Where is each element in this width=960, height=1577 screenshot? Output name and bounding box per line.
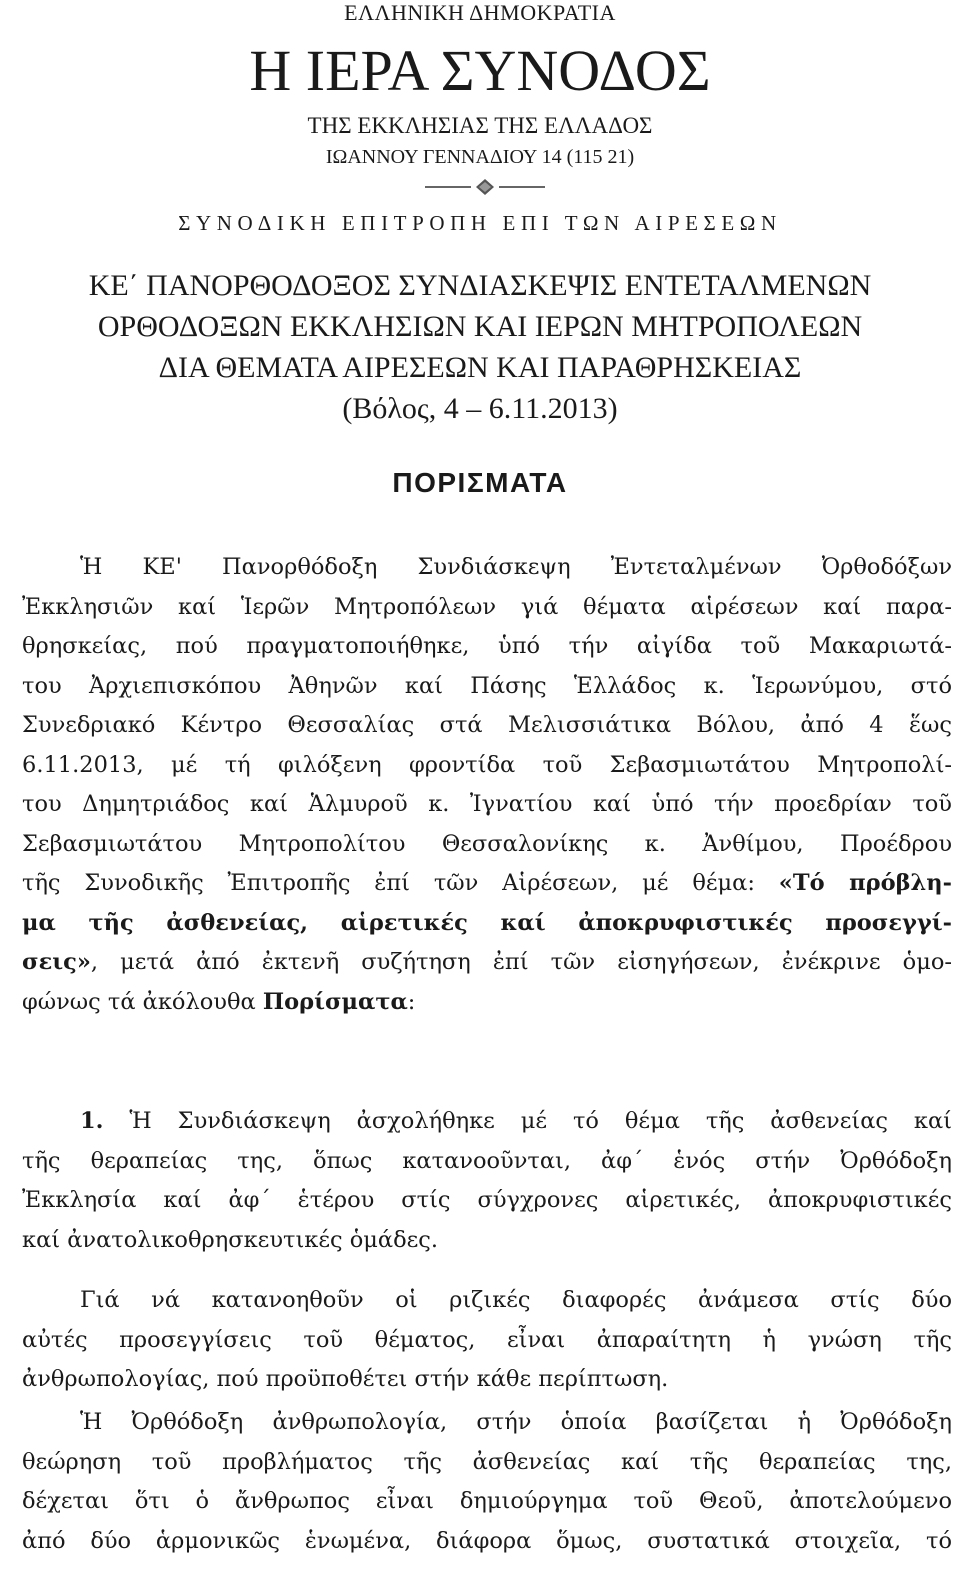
conference-title [0,265,960,429]
conference-dates: (Βόλος, 4 – 6.11.2013) [342,392,618,425]
synod-title: Η ΙΕΡΑ ΣΥΝΟΔΟΣ [249,38,711,103]
text-line: δέχεται ὅτι ὁ ἄνθρωπος εἶναι δημιούργημα τοῦ Θεοῦ, ἀποτελούμενο [22,1488,952,1514]
paragraph-number: 1. [80,1108,104,1134]
conference-line: ΚΕ΄ ΠΑΝΟΡΘΟΔΟΞΟΣ ΣΥΝΔΙΑΣΚΕΨΙΣ ΕΝΤΕΤΑΛΜΕΝΩΝ [88,269,872,302]
diamond-ornament-icon [425,178,545,196]
text-line: Ἡ Ὀρθόδοξη ἀνθρωπολογία, στήν ὁποία βασίζεται ἡ Ὀρθόδοξη [80,1409,952,1435]
republic-label: ΕΛΛΗΝΙΚΗ ΔΗΜΟΚΡΑΤΙΑ [344,0,616,25]
topic-title-bold: «Τό πρόβλη- [778,870,952,896]
text-line: ἀπό δύο ἁρμονικῶς ἑνωμένα, διάφορα ὅμως, συστατικά στοιχεῖα, τό [22,1527,952,1554]
committee-title: ΣΥΝΟΔΙΚΗ ΕΠΙΤΡΟΠΗ ΕΠΙ ΤΩΝ ΑΙΡΕΣΕΩΝ [178,211,782,235]
church-name: ΤΗΣ ΕΚΚΛΗΣΙΑΣ ΤΗΣ ΕΛΛΑΔΟΣ [307,113,653,138]
text-line: Σεβασμιωτάτου Μητροπολίτου Θεσσαλονίκης κ. Ἀνθίμου, Προέδρου [22,830,952,857]
text-span: , μετά ἀπό ἐκτενῆ συζήτηση ἐπί τῶν εἰσηγήσεων, ἐνέκρινε ὁμο- [90,949,952,975]
text-line: καί ἀνατολικοθρησκευτικές ὁμάδες. [22,1226,439,1253]
text-line: θεώρηση τοῦ προβλήματος τῆς ἀσθενείας καί τῆς θεραπείας της, [22,1448,952,1475]
paragraph-2 [22,1281,952,1400]
text-line: ἀνθρωπολογίας, πού προϋποθέτει στήν κάθε περίπτωση. [22,1366,669,1392]
conference-line: ΔΙΑ ΘΕΜΑΤΑ ΑΙΡΕΣΕΩΝ ΚΑΙ ΠΑΡΑΘΡΗΣΚΕΙΑΣ [158,351,802,384]
text-line: τῆς θεραπείας της, ὅπως κατανοοῦνται, ἀφ΄ ἑνός στήν Ὀρθόδοξη [22,1147,952,1174]
intro-paragraph [22,548,952,1022]
text-line: θρησκείας, πού πραγματοποιήθηκε, ὑπό τήν αἰγίδα τοῦ Μακαριωτά- [22,633,952,659]
text-line: του Ἀρχιεπισκόπου Ἀθηνῶν καί Πάσης Ἑλλάδος κ. Ἱερωνύμου, στό [22,672,952,699]
text-line: Ἡ ΚΕ' Πανορθόδοξη Συνδιάσκεψη Ἐντεταλμένων Ὀρθοδόξων [80,554,952,580]
text-line [22,983,952,1023]
text-line [22,864,952,904]
conference-line: ΟΡΘΟΔΟΞΩΝ ΕΚΚΛΗΣΙΩΝ ΚΑΙ ΙΕΡΩΝ ΜΗΤΡΟΠΟΛΕΩΝ [97,310,863,343]
topic-title-line: μα τῆς ἀσθενείας, αἱρετικές καί ἀποκρυφιστικές προσεγγί- [22,909,952,936]
topic-title-bold: σεις» [22,949,91,975]
text-span: τῆς Συνοδικῆς Ἐπιτροπῆς ἐπί τῶν Αἱρέσεων, μέ θέμα: [22,870,779,896]
text-line: αὐτές προσεγγίσεις τοῦ θέματος, εἶναι ἀπαραίτητη ἡ γνώση τῆς [22,1326,952,1353]
text-line: Γιά νά κατανοηθοῦν οἱ ριζικές διαφορές ἀνάμεσα στίς δύο [80,1287,952,1313]
text-span: : [407,988,416,1015]
text-line: Ἐκκλησιῶν καί Ἱερῶν Μητροπόλεων γιά θέματα αἱρέσεων καί παρα- [22,593,952,620]
text-line: του Δημητριάδος καί Ἁλμυροῦ κ. Ἰγνατίου καί ὑπό τήν προεδρίαν τοῦ [22,791,952,817]
address: ΙΩΑΝΝΟΥ ΓΕΝΝΑΔΙΟΥ 14 (115 21) [325,146,635,168]
conclusions-heading: ΠΟΡΙΣΜΑΤΑ [392,467,568,498]
text-line [22,1102,952,1142]
conclusions-word: Πορίσματα [262,988,408,1015]
text-line: Ἐκκλησία καί ἀφ΄ ἑτέρου στίς σύγχρονες αἱρετικές, ἀποκρυφιστικές [22,1187,952,1213]
paragraph-1 [22,1102,952,1260]
text-span: φώνως τά ἀκόλουθα [22,988,263,1015]
text-line [22,943,952,983]
text-span: Ἡ Συνδιάσκεψη ἀσχολήθηκε μέ τό θέμα τῆς ἀσθενείας καί [103,1108,952,1134]
text-line: Συνεδριακό Κέντρο Θεσσαλίας στά Μελισσιάτικα Βόλου, ἀπό 4 ἕως [22,712,952,738]
text-line: 6.11.2013, μέ τή φιλόξενη φροντίδα τοῦ Σεβασμιωτάτου Μητροπολί- [22,751,952,778]
paragraph-3 [22,1403,952,1561]
